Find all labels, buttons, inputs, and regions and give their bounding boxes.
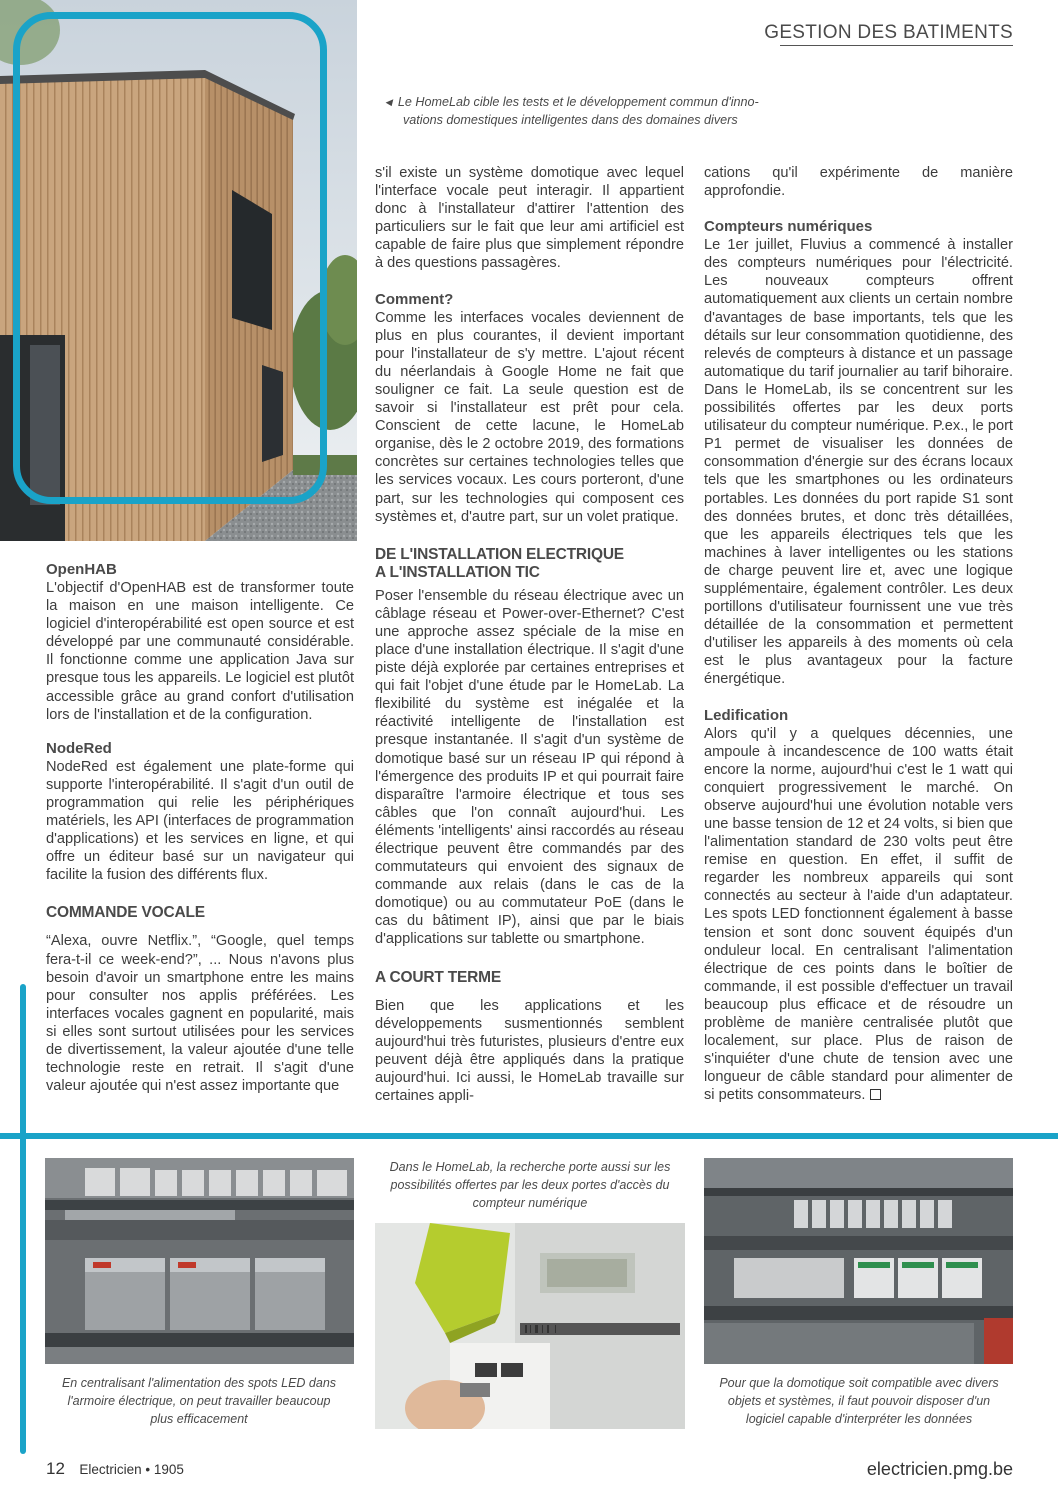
accent-horizontal-line bbox=[0, 1133, 1058, 1139]
install-text: Poser l'ensemble du réseau électrique avec un câblage réseau et Power-over-Ethernet? C'est une approche assez spéciale de la mise en place d'une installation électrique. Il s'agit d'une piste déjà explorée par certaines entreprises et qui fait l'objet d'une étude par le HomeLab. La flexibilité du système est inégalée et la réactivité intelligente de l'installation est presque instantanée. Il s'agit d'un système de domotique basé sur un réseau IP qui répond à l'émergence des produits IP et qui pourrait faire disparaître l'armoire électrique et tous ses câbles que l'on connaît aujourd'hui. Les éléments 'intelligents' ainsi raccordés au réseau électrique peuvent être commandés par des commutateurs qui envoient des signaux de commande aux relais (dans le cas de la domotique) ou au commutateur PoE (dans le cas du bâtiment IP), ainsi que par le biais d'applications sur tablette ou smartphone. bbox=[375, 587, 684, 948]
section-header: GESTION DES BATIMENTS bbox=[764, 22, 1013, 43]
ledification-title: Ledification bbox=[704, 706, 789, 724]
vocal-title: COMMANDE VOCALE bbox=[46, 904, 205, 922]
photo-frame bbox=[13, 12, 327, 504]
column-1 bbox=[46, 561, 354, 1095]
column-3 bbox=[704, 164, 1013, 1105]
column-2 bbox=[375, 164, 684, 1105]
electrical-cabinet-photo-left bbox=[45, 1158, 354, 1364]
square-end-icon bbox=[870, 1089, 881, 1100]
court-text: Bien que les applications et les développements susmentionnés semblent aujourd'hui très futuristes, plusieurs d'entre eux peuvent déjà être appliqués dans la pratique aujourd'hui. Ici aussi, le HomeLab travaille sur certaines appli- bbox=[375, 997, 684, 1105]
court-title: A COURT TERME bbox=[375, 968, 501, 986]
install-title-2: A L'INSTALLATION TIC bbox=[375, 563, 540, 581]
vocal-text: “Alexa, ouvre Netflix.”, “Google, quel temps fera-t-il ce week-end?”, ... Nous n'avons plus besoin d'avoir un smartphone entre les mains pour consulter nos applis préférées. Les interfaces vocales gagnent en popularité, mais si elles sont surtout utilisées pour les services de divertissement, la valeur ajoutée d'une telle technologie reste en retrait. Il s'agit d'une valeur ajoutée qui n'est assez importante que bbox=[46, 933, 354, 1095]
nodered-title: NodeRed bbox=[46, 739, 112, 757]
compteurs-title: Compteurs numériques bbox=[704, 218, 873, 236]
section-header-underline bbox=[780, 45, 1013, 46]
top-caption-text-1: Le HomeLab cible les tests et le développement commun d'inno- bbox=[397, 95, 759, 109]
top-caption-line-1 bbox=[385, 93, 780, 111]
ledification-paragraph bbox=[704, 725, 1013, 1105]
cabinet-right-illustration bbox=[704, 1158, 1013, 1364]
top-caption bbox=[385, 93, 780, 129]
page-number: 12 bbox=[46, 1459, 65, 1478]
magazine-name: Electricien • 1905 bbox=[79, 1462, 184, 1477]
openhab-text: L'objectif d'OpenHAB est de transformer toute la maison en une maison intelligente. Ce logiciel d'interopérabilité est open source et est développé par une communauté considérable. Il fonctionne comme une application Java sur presque tous les appareils. Le logiciel est plutôt accessible grâce au grand confort d'utilisation lors de l'installation et de la configuration. bbox=[46, 580, 354, 723]
ledification-text: Alors qu'il y a quelques décennies, une ampoule à incandescence de 100 watts était encore la norme, aujourd'hui c'est le 1 watt qui conquiert progressivement le marché. On observe aujourd'hui une évolution notable vers une basse tension de 12 et 24 volts, si bien que l'alimentation standard de 230 volts peut être remise en question. En effet, il suffit de regarder les nombreux appareils qui sont connectés au secteur à l'aide d'un adaptateur. Les spots LED fonctionnent également à basse tension et sont donc souvent équipés d'un onduleur local. En centralisant l'alimentation électrique de ces points dans le boîtier de commande, il est possible d'effectuer un travail beaucoup plus efficace et de résoudre un problème de manière centralisée plutôt que localement, sur place. Plus de raison de s'inquiéter d'une chute de tension avec une longueur de câble standard pour alimenter de si petits consommateurs. bbox=[704, 725, 1013, 1104]
electrical-cabinet-photo-right bbox=[704, 1158, 1013, 1364]
footer-left bbox=[46, 1459, 184, 1479]
caption-bottom-right: Pour que la domotique soit compatible avec divers objets et systèmes, il faut pouvoir disposer d'un logiciel capable d'interpréter les données bbox=[719, 1376, 999, 1426]
comment-text: Comme les interfaces vocales deviennent de plus en plus courantes, il devient important pour l'installateur de s'y mettre. L'ajout récent du néerlandais à Google Home ne fait que souligner ce fait. La seule question est de savoir si l'installateur est prêt pour cela. Conscient de cette lacune, le HomeLab organise, dès le 2 octobre 2019, des formations concrètes sur certaines technologies telles que les services vocaux. Les cours porteront, d'une part, sur les technologies qui composent ces systèmes et, d'autre part, sur un volet pratique. bbox=[375, 309, 684, 525]
install-title-1: DE L'INSTALLATION ELECTRIQUE bbox=[375, 545, 624, 563]
comment-title: Comment? bbox=[375, 290, 454, 308]
nodered-text: NodeRed est également une plate-forme qui supporte l'interopérabilité. Il s'agit d'un outil de programmation qui relie les périphériques matériels, les API (interfaces de programmation d'applications) et les services en ligne, et qui offre un éditeur basé sur un navigateur qui facilite la fusion des différents flux. bbox=[46, 758, 354, 884]
col2-intro-text: s'il existe un système domotique avec lequel l'interface vocale peut interagir. Il appartient donc à l'installateur d'attirer l'attention des particuliers sur le fait que leur ami artificiel est capable de faire plus que simplement répondre à des questions passagères. bbox=[375, 165, 684, 272]
footer-url[interactable]: electricien.pmg.be bbox=[866, 1459, 1013, 1479]
caption-bottom-left: En centralisant l'alimentation des spots LED dans l'armoire électrique, on peut travailler beaucoup plus efficacement bbox=[61, 1376, 337, 1426]
openhab-title: OpenHAB bbox=[46, 561, 117, 578]
top-caption-line-2: vations domestiques intelligentes dans des domaines divers bbox=[403, 113, 738, 127]
accent-vertical-line bbox=[20, 984, 26, 1454]
col3-intro-text: cations qu'il expérimente de manière approfondie. bbox=[704, 165, 1013, 200]
digital-meter-photo bbox=[375, 1223, 685, 1429]
compteurs-text: Le 1er juillet, Fluvius a commencé à installer des compteurs numériques pour l'électricité. Les nouveaux compteurs offrent automatiquement aux clients un certain nombre d'avantages de base importants, tels que les détails sur leur consommation quotidienne, des relevés de compteurs à distance et un passage automatique du tarif journalier au tarif bihoraire. Dans le HomeLab, ils se concentrent sur les possibilités offertes par les deux ports utilisateur du compteur numérique. P.ex., le port P1 permet de visualiser les données de consommation d'énergie sur des écrans locaux tels que les smartphones ou les ordinateurs portables. Les données du port rapide S1 sont des données brutes, et donc très détaillées, que les appareils électriques tels que les machines à laver intelligentes ou les stations de charge peuvent lire et, avec une logique supplémentaire, également contrôler. Les deux portillons d'utilisateur fournissent une vue très détaillée de la consommation et permettent d'utiliser les appareils à des moments où cela est le plus avantageux pour la facture énergétique. bbox=[704, 237, 1013, 688]
cabinet-left-illustration bbox=[45, 1158, 354, 1364]
triangle-left-icon: ◀ bbox=[385, 97, 392, 107]
digital-meter-illustration bbox=[375, 1223, 685, 1429]
caption-bottom-middle: Dans le HomeLab, la recherche porte aussi sur les possibilités offertes par les deux portes d'accès du compteur numérique bbox=[389, 1160, 671, 1210]
